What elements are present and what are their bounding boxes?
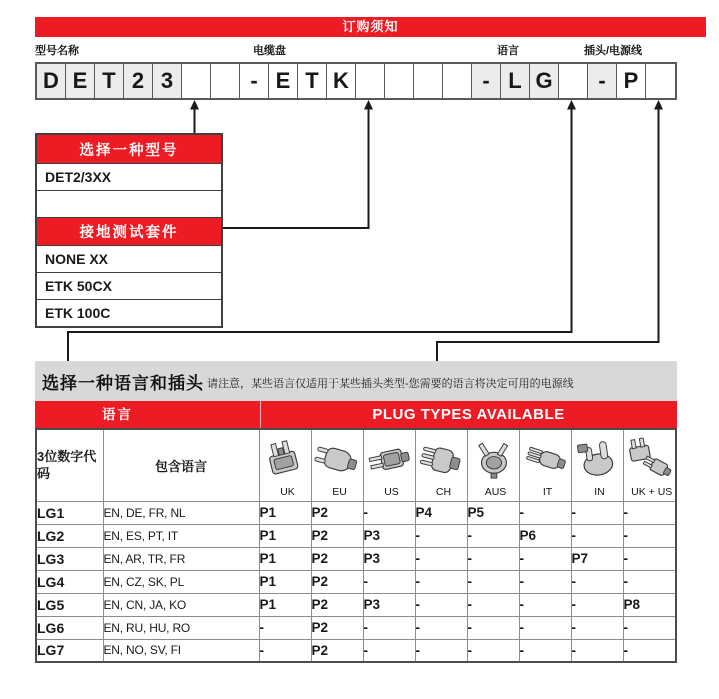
plug-value-cell: - — [415, 616, 467, 639]
plug-value-cell: P2 — [311, 547, 363, 570]
plug-it-icon — [522, 437, 568, 479]
code-cell: - — [472, 64, 501, 98]
code-cell: G — [530, 64, 559, 98]
plug-eu-icon — [314, 437, 360, 479]
plug-value-cell: P1 — [259, 547, 311, 570]
table-header-row — [36, 429, 676, 501]
model-code-builder — [35, 62, 677, 100]
languages-header: 包含语言 — [103, 429, 259, 501]
plug-value-cell: - — [467, 524, 519, 547]
arrowhead-icon — [654, 100, 663, 110]
plug-value-cell: P2 — [311, 524, 363, 547]
table-row — [36, 593, 676, 616]
plug-value-cell: - — [623, 639, 676, 662]
table-row — [36, 570, 676, 593]
plug-value-cell: P2 — [311, 593, 363, 616]
plug-value-cell: - — [519, 501, 571, 524]
lg-code-cell: LG5 — [36, 593, 103, 616]
test-kit-table-row: ETK 100C — [37, 299, 221, 326]
plug-value-cell: - — [519, 616, 571, 639]
plug-value-cell: P2 — [311, 501, 363, 524]
field-label-model-name: 型号名称 — [35, 45, 79, 57]
table-row — [36, 639, 676, 662]
plug-value-cell: - — [623, 547, 676, 570]
plug-header-eu — [311, 429, 363, 501]
language-plug-table — [35, 428, 677, 663]
code-cell — [559, 64, 588, 98]
table-row — [36, 524, 676, 547]
code-cell: T — [298, 64, 327, 98]
plug-value-cell: - — [519, 639, 571, 662]
table-row — [36, 616, 676, 639]
plug-value-cell: P1 — [259, 593, 311, 616]
plug-value-cell: - — [571, 616, 623, 639]
plug-value-cell: P1 — [259, 501, 311, 524]
model-table-row: DET2/3XX — [37, 163, 221, 190]
plug-value-cell: - — [363, 501, 415, 524]
plug-value-cell: - — [467, 547, 519, 570]
plug-value-cell: - — [623, 616, 676, 639]
code-cell: T — [95, 64, 124, 98]
plug-aus-icon — [470, 437, 516, 479]
plug-header-it — [519, 429, 571, 501]
code-cell — [443, 64, 472, 98]
plug-type-label: CH — [435, 486, 452, 499]
plug-value-cell: - — [363, 616, 415, 639]
plug-type-label: UK — [280, 486, 295, 499]
languages-cell: EN, DE, FR, NL — [103, 501, 259, 524]
plug-value-cell: - — [415, 524, 467, 547]
plug-value-cell: - — [467, 593, 519, 616]
languages-cell: EN, CZ, SK, PL — [103, 570, 259, 593]
plug-us-icon — [366, 437, 412, 479]
plug-value-cell: P1 — [259, 524, 311, 547]
plug-header-in — [571, 429, 623, 501]
code-cell — [182, 64, 211, 98]
plug-value-cell: - — [571, 501, 623, 524]
field-label-plug-power-cord: 插头/电源线 — [584, 45, 643, 57]
table-row — [36, 501, 676, 524]
plug-value-cell: P2 — [311, 616, 363, 639]
digit-code-header: 3位数字代码 — [36, 429, 103, 501]
language-plug-section-header — [35, 361, 677, 401]
field-label-language: 语言 — [497, 45, 519, 57]
plug-value-cell: - — [467, 616, 519, 639]
lg-code-cell: LG1 — [36, 501, 103, 524]
plug-header-aus — [467, 429, 519, 501]
code-cell: - — [240, 64, 269, 98]
plug-type-label: US — [384, 486, 399, 499]
arrowhead-icon — [190, 100, 199, 110]
plug-value-cell: - — [363, 639, 415, 662]
plug-value-cell: P4 — [415, 501, 467, 524]
plug-value-cell: - — [259, 639, 311, 662]
connector-line-plug — [437, 108, 659, 361]
plug-value-cell: P2 — [311, 639, 363, 662]
code-cell — [646, 64, 675, 98]
code-cell: P — [617, 64, 646, 98]
order-info-banner: 订购须知 — [35, 17, 706, 37]
test-kit-table-row: NONE XX — [37, 245, 221, 272]
code-cell: 3 — [153, 64, 182, 98]
plug-value-cell: P1 — [259, 570, 311, 593]
plug-value-cell: - — [467, 639, 519, 662]
plug-value-cell: P5 — [467, 501, 519, 524]
plug-header-us — [363, 429, 415, 501]
languages-cell: EN, RU, HU, RO — [103, 616, 259, 639]
section-note: 请注意，某些语言仅适用于某些插头类型-您需要的语言将决定可用的电源线 — [207, 378, 574, 390]
plug-value-cell: - — [415, 547, 467, 570]
section-title: 选择一种语言和插头 — [42, 373, 204, 393]
plug-value-cell: - — [623, 524, 676, 547]
languages-cell: EN, ES, PT, IT — [103, 524, 259, 547]
plug-value-cell: - — [467, 570, 519, 593]
language-band-label: 语言 — [102, 407, 133, 422]
languages-cell: EN, CN, JA, KO — [103, 593, 259, 616]
plug-type-label: AUS — [484, 486, 507, 499]
field-label-cable-reel: 电缆盘 — [253, 45, 286, 57]
plug-value-cell: - — [571, 570, 623, 593]
plug-value-cell: - — [415, 570, 467, 593]
code-cell — [356, 64, 385, 98]
plug-value-cell: - — [415, 639, 467, 662]
plug-header-uk — [259, 429, 311, 501]
lg-code-cell: LG2 — [36, 524, 103, 547]
code-cell: K — [327, 64, 356, 98]
code-cell: E — [269, 64, 298, 98]
plug-value-cell: - — [519, 547, 571, 570]
plug-value-cell: - — [571, 639, 623, 662]
plug-value-cell: - — [519, 570, 571, 593]
model-table-header: 选择一种型号 — [37, 135, 221, 163]
plug-in-icon — [574, 437, 620, 479]
code-cell: 2 — [124, 64, 153, 98]
plug-value-cell: P2 — [311, 570, 363, 593]
plug-value-cell: P3 — [363, 524, 415, 547]
plug-type-label: IN — [594, 486, 605, 499]
plug-value-cell: - — [571, 524, 623, 547]
plug-value-cell: - — [571, 593, 623, 616]
plug-type-label: UK + US — [631, 486, 673, 499]
plug-header-ch — [415, 429, 467, 501]
plug-value-cell: P3 — [363, 547, 415, 570]
model-table-row — [37, 190, 221, 217]
lg-code-cell: LG7 — [36, 639, 103, 662]
code-cell: - — [588, 64, 617, 98]
plug-ch-icon — [418, 437, 464, 479]
plug-value-cell: - — [519, 593, 571, 616]
code-cell — [385, 64, 414, 98]
code-cell: L — [501, 64, 530, 98]
languages-cell: EN, NO, SV, FI — [103, 639, 259, 662]
plug-value-cell: P7 — [571, 547, 623, 570]
plug-value-cell: - — [415, 593, 467, 616]
code-cell — [414, 64, 443, 98]
plug-value-cell: P3 — [363, 593, 415, 616]
lg-code-cell: LG4 — [36, 570, 103, 593]
plug-value-cell: - — [623, 570, 676, 593]
plug-type-label: IT — [542, 486, 553, 499]
languages-cell: EN, AR, TR, FR — [103, 547, 259, 570]
plug-value-cell: - — [623, 501, 676, 524]
lg-code-cell: LG6 — [36, 616, 103, 639]
table-band — [35, 401, 677, 428]
test-kit-table-row: ETK 50CX — [37, 272, 221, 299]
plug-uk-us-icon — [625, 437, 673, 479]
plug-types-band-label: PLUG TYPES AVAILABLE — [372, 406, 565, 423]
plug-value-cell: - — [259, 616, 311, 639]
code-cell: D — [37, 64, 66, 98]
test-kit-table-header: 接地测试套件 — [37, 217, 221, 245]
plug-type-label: EU — [332, 486, 347, 499]
plug-value-cell: - — [363, 570, 415, 593]
arrowhead-icon — [567, 100, 576, 110]
table-row — [36, 547, 676, 570]
plug-value-cell: P6 — [519, 524, 571, 547]
connector-line-test-kit — [223, 108, 369, 228]
lg-code-cell: LG3 — [36, 547, 103, 570]
model-selection-table — [35, 133, 223, 328]
plug-value-cell: P8 — [623, 593, 676, 616]
plug-uk-icon — [262, 437, 308, 479]
code-cell — [211, 64, 240, 98]
plug-header-uk-us — [623, 429, 676, 501]
arrowhead-icon — [364, 100, 373, 110]
code-cell: E — [66, 64, 95, 98]
